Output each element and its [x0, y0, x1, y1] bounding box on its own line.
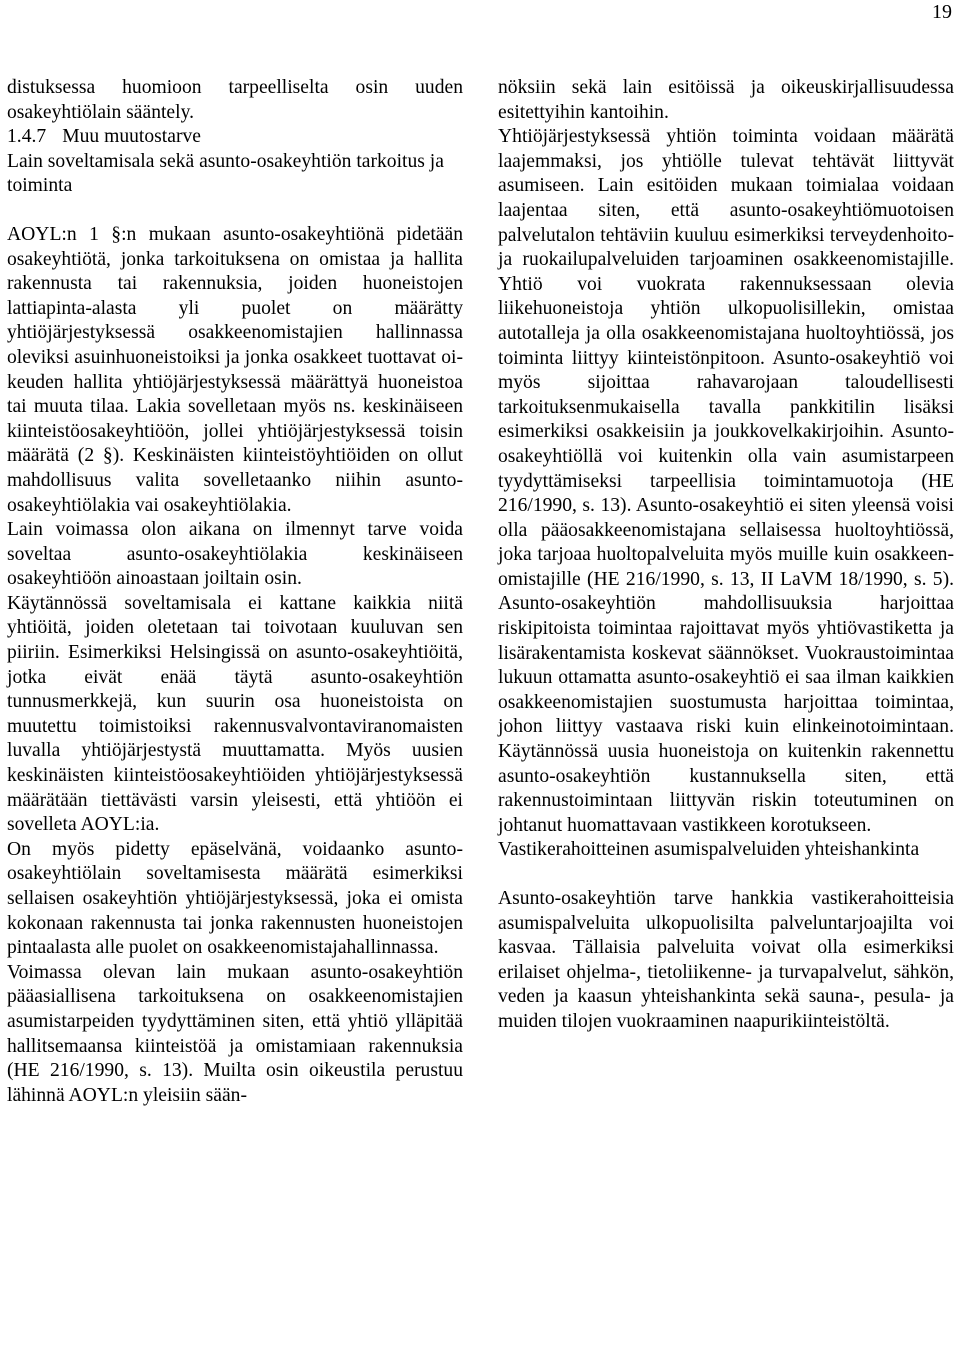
section-number: 1.4.7	[7, 126, 47, 148]
section-heading	[7, 125, 463, 150]
paragraph: Asunto-osakeyhtiön tarve hankkia vastikerahoitteisia asumispalveluita ulkopuolisilta palveluntarjoajilta voi kasvaa. Tällaisia palveluita voivat olla esimerkiksi erilaiset ohjelma-, tietoliikenne- ja turvapalvelut, sähkön, veden ja kaasun yhteishankinta sekä sauna-, pesula- ja muiden tilojen vuokraaminen naapurikiinteistöltä.	[498, 888, 954, 1032]
paragraph: AOYL:n 1 §:n mukaan asunto-osakeyhtiönä pidetään osakeyhtiötä, jonka tarkoituksena on omistaa ja hallita rakennusta tai rakennuksia, joiden huoneistojen lattiapinta-alasta yli puolet on määrätty yhtiöjärjestyksessä osakkeenomistajien hallinnassa oleviksi asuinhuoneistoiksi ja jonka osakkeet tuottavat oikeuden hallita yhtiöjärjestyksessä määrättyä huoneistoa tai muuta tilaa. Lakia sovelletaan myös ns. keskinäiseen kiinteistöosakeyhtiöön, jollei yhtiöjärjestyksessä toisin määrätä (2 §). Keskinäisten kiinteistöyhtiöiden on ollut mahdollisuus valita sovelletaanko niihin asunto-osakeyhtiölakia vai osakeyhtiölakia.	[7, 223, 463, 516]
right-column	[498, 76, 954, 1035]
paragraph: Käytännössä soveltamisala ei kattane kaikkia niitä yhtiöitä, joiden oletetaan tai toivotaan kuuluvan sen piiriin. Esimerkiksi Helsingissä on asunto-osakeyhtiöitä, jotka eivät enää täytä asunto-osakeyhtiön tunnusmerkkejä, kun suurin osa huoneistoista on muutettu toimistoiksi rakennusvalvontaviranomaisten luvalla yhtiöjärjestystä muuttamatta. Myös uusien keskinäisten kiinteistöosakeyhtiöiden yhtiöjärjestyksessä määrätään tiettävästi varsin yleisesti, että yhtiöön ei sovelleta AOYL:ia.	[7, 592, 463, 836]
paragraph: Yhtiöjärjestyksessä yhtiön toiminta voidaan määrätä laajemmaksi, jos yhtiölle tulevat tehtävät liittyvät asumiseen. Lain esitöiden mukaan toimialaa voidaan laajentaa siten, että asunto-osakeyhtiömuotoisen palvelutalon tehtäviin kuuluu esimerkiksi terveydenhoitoja ruokailupalveluiden tarjoaminen osakkeenomistajille. Yhtiö voi vuokrata rakennuksessaan olevia liikehuoneistoja yhtiön ulkopuolisillekin, omistaa autotalleja ja olla osakkeenomistajana huoltoyhtiössä, jos toiminta liittyy kiinteistönpitoon. Asunto-osakeyhtiö voi myös sijoittaa rahavarojaan taloudellisesti tarkoituksenmukaisella tavalla pankkitilin lisäksi esimerkiksi osakkeisiin ja joukkovelkakirjoihin. Asunto-osakeyhtiöllä voi kuitenkin olla vain asumistarpeen tyydyttämiseksi tarpeellisia toimintamuotoja (HE 216/1990, s. 13). Asunto-osakeyhtiö ei siten yleensä voisi olla pääosakkeenomistajana sellaisessa huoltoyhtiössä, joka tarjoaa huoltopalveluita myös muille kuin osakkeenomistajille (HE 216/1990, s. 13, II LaVM 18/1990, s. 5). Asunto-osakeyhtiön mahdollisuuksia harjoittaa riskipitoista toimintaa rajoittavat myös yhtiövastiketta ja lisärakentamista koskevat säännökset. Vuokraustoimintaa lukuun ottamatta asunto-osakeyhtiö ei saa ilman kaikkien osakkeenomistajien suostumusta harjoittaa toimintaa, johon liittyy vastaava riski kuin elinkeinotoimintaan. Käytännössä uusia huoneistoja on kuitenkin rakennettu asunto-osakeyhtiön kustannuksella siten, että rakennustoimintaan liittyvän riskin toteutuminen on johtanut huomattavaan vastikkeen korotukseen.	[498, 126, 954, 836]
page-number: 19	[932, 1, 952, 23]
paragraph: distuksessa huomioon tarpeelliselta osin uuden osakeyhtiölain sääntely.	[7, 77, 463, 123]
section-title: Muu muutostarve	[62, 126, 201, 148]
paragraph: Voimassa olevan lain mukaan asunto-osakeyhtiön pääasiallisena tarkoituksena on osakkeenomistajien asumistarpeiden tyydyttäminen siten, että yhtiö ylläpitää hallitsemaansa kiinteistöä ja omistamiaan rakennuksia (HE 216/1990, s. 13). Muilta osin oikeustila perustuu lähinnä AOYL:n yleisiin sään-	[7, 961, 463, 1106]
paragraph: On myös pidetty epäselvänä, voidaanko asunto-osakeyhtiölain soveltamisesta määrätä esimerkiksi sellaisen osakeyhtiön yhtiöjärjestyksessä, joka ei omista kokonaan rakennusta tai jonka rakennusten huoneistojen pintaalasta alle puolet on osakkeenomistajahallinnassa.	[7, 838, 463, 959]
paragraph: Lain voimassa olon aikana on ilmennyt tarve voida soveltaa asunto-osakeyhtiölakia keskinäiseen osakeyhtiöön ainoastaan joiltain osin.	[7, 519, 463, 590]
left-column	[7, 76, 463, 1108]
paragraph: nöksiin sekä lain esitöissä ja oikeuskirjallisuudessa esitettyihin kantoihin.	[498, 77, 954, 123]
subheading: Lain soveltamisala sekä asunto-osakeyhtiön tarkoitus ja toiminta	[7, 150, 444, 197]
subheading: Vastikerahoitteinen asumispalveluiden yhteishankinta	[498, 839, 920, 861]
